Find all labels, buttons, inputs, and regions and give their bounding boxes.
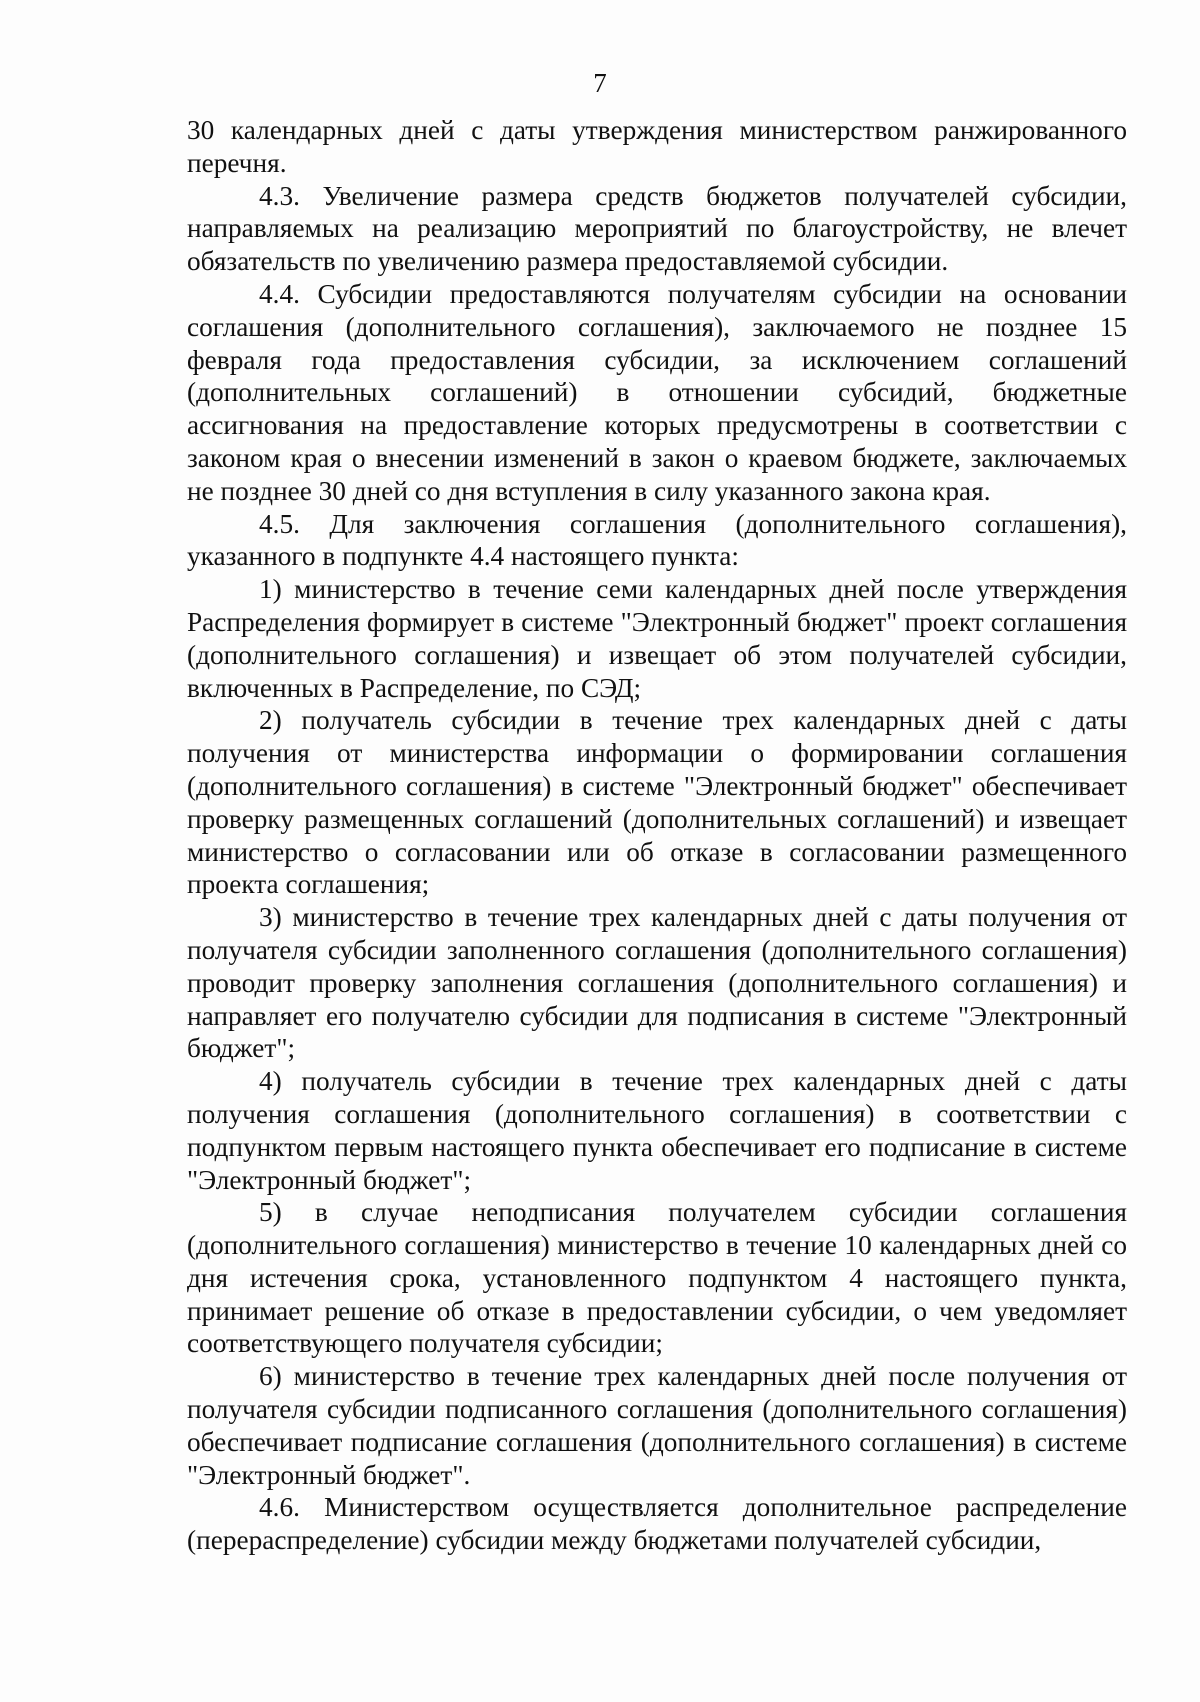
subparagraph-2: 2) получатель субсидии в течение трех календарных дней с даты получения от министерства информации о формировании соглашения (дополнительного соглашения) в системе "Электронный бюджет" обеспечивает проверку размещенных соглашений (дополнительных соглашений) и извещает министерство о согласовании или об отказе в согласовании размещенного проекта соглашения; bbox=[187, 705, 1127, 900]
subparagraph-3: 3) министерство в течение трех календарных дней с даты получения от получателя субсидии заполненного соглашения (дополнительного соглашения) проводит проверку заполнения соглашения (дополнительного соглашения) и направляет его получателю субсидии для подписания в системе "Электронный бюджет"; bbox=[187, 902, 1127, 1064]
paragraph-4-6: 4.6. Министерством осуществляется дополнительное распределение (перераспределение) субсидии между бюджетами получателей субсидии, bbox=[187, 1492, 1127, 1556]
paragraph-continuation: 30 календарных дней с даты утверждения министерством ранжированного перечня. bbox=[187, 115, 1127, 178]
paragraph-4-4: 4.4. Субсидии предоставляются получателям субсидии на основании соглашения (дополнительного соглашения), заключаемого не позднее 15 февраля года предоставления субсидии, за исключением соглашений (дополнительных соглашений) в отношении субсидий, бюджетные ассигнования на предоставление которых предусмотрены в соответствии с законом края о внесении изменений в закон о краевом бюджете, заключаемых не позднее 30 дней со дня вступления в силу указанного закона края. bbox=[187, 278, 1127, 506]
subparagraph-4: 4) получатель субсидии в течение трех календарных дней с даты получения соглашения (дополнительного соглашения) в соответствии с подпунктом первым настоящего пункта обеспечивает его подписание в системе "Электронный бюджет"; bbox=[187, 1066, 1127, 1195]
subparagraph-1: 1) министерство в течение семи календарных дней после утверждения Распределения формирует в системе "Электронный бюджет" проект соглашения (дополнительного соглашения) и извещает об этом получателей субсидии, включенных в Распределение, по СЭД; bbox=[187, 574, 1127, 703]
paragraph-4-5: 4.5. Для заключения соглашения (дополнительного соглашения), указанного в подпункте 4.4 настоящего пункта: bbox=[187, 508, 1127, 572]
page-number: 7 bbox=[593, 68, 607, 98]
document-body bbox=[187, 114, 1127, 1557]
subparagraph-5: 5) в случае неподписания получателем субсидии соглашения (дополнительного соглашения) министерство в течение 10 календарных дней со дня истечения срока, установленного подпунктом 4 настоящего пункта, принимает решение об отказе в предоставлении субсидии, о чем уведомляет соответствующего получателя субсидии; bbox=[187, 1197, 1127, 1359]
subparagraph-6: 6) министерство в течение трех календарных дней после получения от получателя субсидии подписанного соглашения (дополнительного соглашения) обеспечивает подписание соглашения (дополнительного соглашения) в системе "Электронный бюджет". bbox=[187, 1361, 1127, 1490]
paragraph-4-3: 4.3. Увеличение размера средств бюджетов получателей субсидии, направляемых на реализацию мероприятий по благоустройству, не влечет обязательств по увеличению размера предоставляемой субсидии. bbox=[187, 180, 1127, 277]
